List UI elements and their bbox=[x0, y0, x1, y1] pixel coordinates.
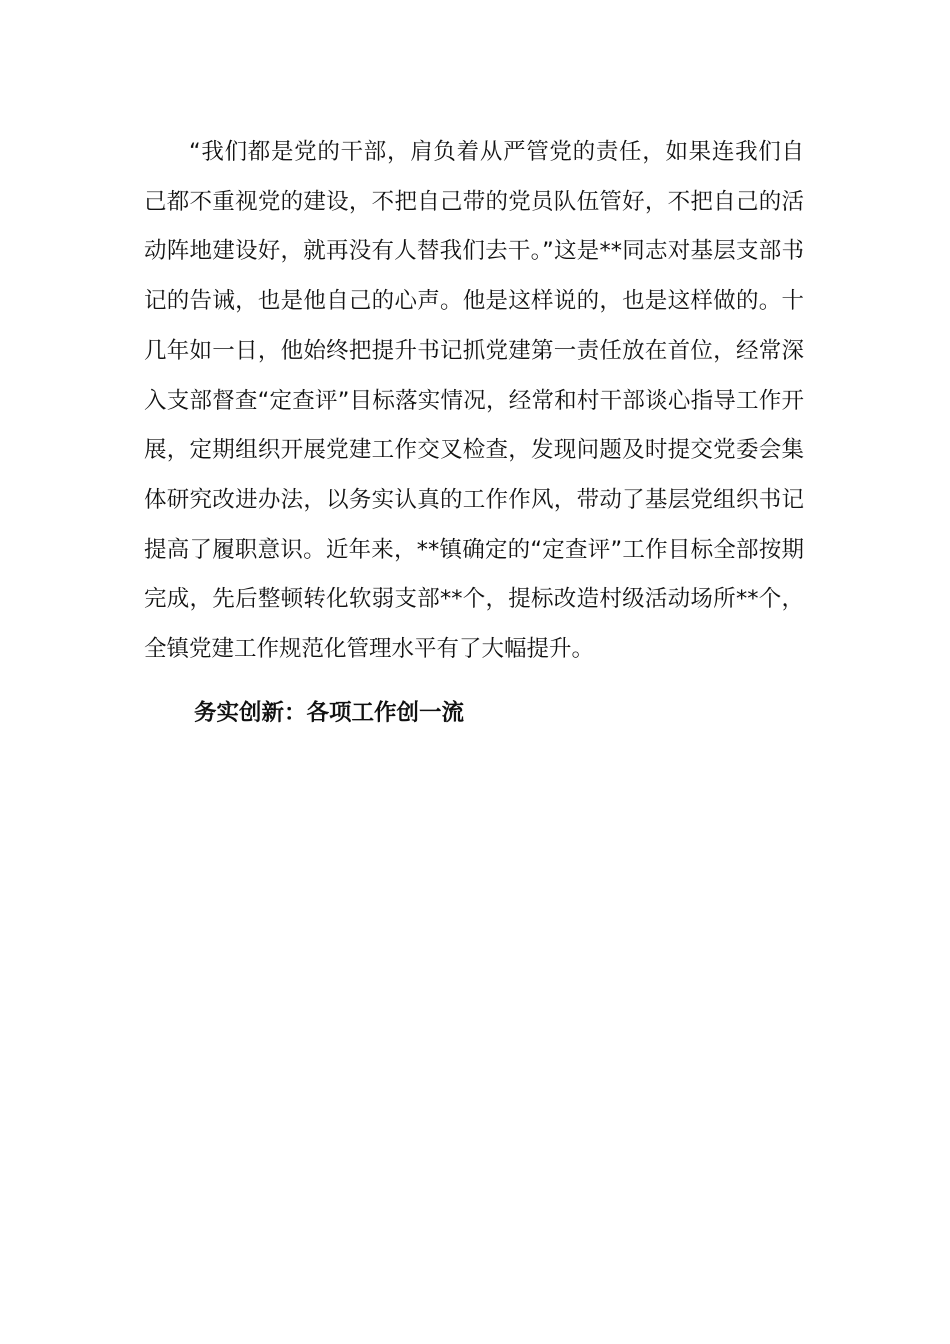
section-heading: 务实创新：各项工作创一流 bbox=[194, 700, 465, 726]
body-paragraph: “我们都是党的干部，肩负着从严管党的责任，如果连我们自己都不重视党的建设，不把自己带的党员队伍管好，不把自己的活动阵地建设好，就再没有人替我们去干。”这是**同志对基层支部书记的告诫，也是他自己的心声。他是这样说的，也是这样做的。十几年如一日，他始终把提升书记抓党建第一责任放在首位，经常深入支部督查“定查评”目标落实情况，经常和村干部谈心指导工作开展，定期组织开展党建工作交叉检查，发现问题及时提交党委会集体研究改进办法，以务实认真的工作作风，带动了基层党组织书记提高了履职意识。近年来，**镇确定的“定查评”工作目标全部按期完成，先后整顿转化软弱支部**个，提标改造村级活动场所**个，全镇党建工作规范化管理水平有了大幅提升。 bbox=[144, 139, 804, 663]
